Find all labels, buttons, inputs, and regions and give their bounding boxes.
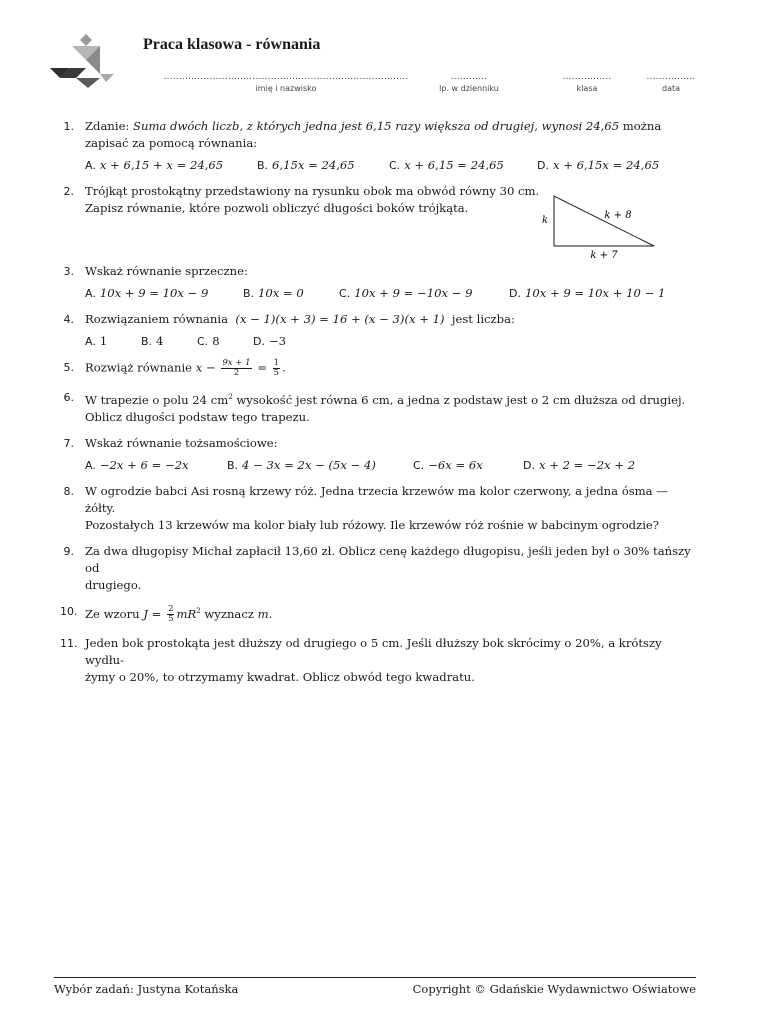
answer-d[interactable]: D. −3 bbox=[253, 334, 287, 348]
task-5: 5. Rozwiąż równanie x − $\frac{9x + 1}{2}$ = $\frac{1}{5}$ . bbox=[63, 358, 286, 378]
page-title: Praca klasowa - równania bbox=[143, 36, 321, 53]
answer-d[interactable]: D. 10x + 9 = 10x + 10 − 1 bbox=[509, 286, 666, 300]
date-field-label: data bbox=[661, 84, 681, 93]
task-1-statement: Suma dwóch liczb, z których jedna jest 6,15 razy większa od drugiej, wynosi 24,65 bbox=[133, 119, 620, 133]
task-1: 1. Zdanie: Suma dwóch liczb, z których jedna jest 6,15 razy większa od drugiej, wynosi 24,65 można zapisać za pomocą równania: A. x + 6,15 + x = 24,65 B. 6,15x = 24,65 C. x + 6,15 = 24,65 D. x + 6,15x = 24,65 bbox=[60, 118, 696, 174]
answer-b[interactable]: B. 10x = 0 bbox=[243, 286, 304, 300]
author-credit: Wybór zadań: Justyna Kotańska bbox=[54, 982, 239, 996]
answer-a[interactable]: A. 1 bbox=[85, 334, 108, 348]
fraction: $\frac{9x + 1}{2}$ bbox=[222, 358, 251, 378]
side-k-label: k bbox=[541, 215, 549, 226]
copyright-notice: Copyright © Gdańskie Wydawnictwo Oświatowe bbox=[412, 982, 696, 996]
student-info-fields bbox=[0, 72, 768, 102]
answer-options bbox=[85, 157, 696, 174]
task-2: 2. Trójkąt prostokątny przedstawiony na rysunku obok ma obwód równy 30 cm. Zapisz równanie, które pozwoli obliczyć długości boków trójkąta. bbox=[63, 184, 540, 215]
answer-d[interactable]: D. x + 2 = −2x + 2 bbox=[523, 457, 636, 472]
answer-b[interactable]: B. 4 bbox=[141, 334, 164, 348]
page-footer bbox=[54, 977, 696, 996]
equation: (x − 1)(x + 3) = 16 + (x − 3)(x + 1) bbox=[235, 312, 445, 326]
answer-c[interactable]: C. x + 6,15 = 24,65 bbox=[389, 158, 504, 172]
answer-a[interactable]: A. x + 6,15 + x = 24,65 bbox=[85, 158, 224, 172]
task-4: 4. Rozwiązaniem równania (x − 1)(x + 3) = 16 + (x − 3)(x + 1) jest liczba: A. 1 B. 4 C. 8 D. −3 bbox=[60, 311, 696, 350]
answer-b[interactable]: B. 4 − 3x = 2x − (5x − 4) bbox=[227, 457, 376, 472]
task-7: 7. Wskaż równanie tożsamościowe: A. −2x + 6 = −2x B. 4 − 3x = 2x − (5x − 4) C. −6x = 6x D. x + 2 = −2x + 2 bbox=[60, 435, 696, 474]
answer-options bbox=[85, 333, 696, 350]
name-field[interactable]: ................................................................................ imię i nazwisko bbox=[137, 72, 435, 93]
task-8: 8. W ogrodzie babci Asi rosną krzewy róż. Jedna trzecia krzewów ma kolor czerwony, a jedna ósma — żółty. Pozostałych 13 krzewów ma kolor biały lub różowy. Ile krzewów róż rośnie w babcinym ogrodzie? bbox=[63, 483, 668, 532]
task-6: 6. W trapezie o polu 24 $cm^2$ wysokość jest równa 6 cm, a jedna z podstaw jest o 2 cm dłuższa od drugiej. Oblicz długości podstaw tego trapezu. bbox=[63, 391, 686, 424]
task-9: 9. Za dwa długopisy Michał zapłacił 13,60 zł. Oblicz cenę każdego długopisu, jeśli jeden był o 30% tańszy od drugiego. bbox=[63, 543, 691, 592]
answer-b[interactable]: B. 6,15x = 24,65 bbox=[257, 158, 355, 172]
answer-d[interactable]: D. x + 6,15x = 24,65 bbox=[537, 158, 660, 172]
answer-options bbox=[85, 457, 696, 474]
answer-c[interactable]: C. 10x + 9 = −10x − 9 bbox=[339, 286, 473, 300]
task-3: 3. Wskaż równanie sprzeczne: A. 10x + 9 = 10x − 9 B. 10x = 0 C. 10x + 9 = −10x − 9 D. 10x + 9 = 10x + 10 − 1 bbox=[60, 263, 696, 302]
register-number-label: lp. w dzienniku bbox=[439, 84, 499, 93]
name-field-label: imię i nazwisko bbox=[255, 84, 317, 93]
answer-c[interactable]: C. −6x = 6x bbox=[413, 457, 483, 472]
answer-options bbox=[85, 285, 696, 302]
class-field-label: klasa bbox=[576, 84, 598, 93]
fraction: $\frac{2}{5}$ bbox=[168, 604, 174, 625]
task-11: 11. Jeden bok prostokąta jest dłuższy od drugiego o 5 cm. Jeśli dłuższy bok skrócimy o 20%, a krótszy wydłu- żymy o 20%, to otrzymamy kwadrat. Oblicz obwód tego kwadratu. bbox=[60, 636, 662, 685]
right-triangle-figure bbox=[540, 190, 665, 260]
answer-c[interactable]: C. 8 bbox=[197, 334, 220, 348]
task-10: 10. Ze wzoru J = $\frac{2}{5}$ $mR^2$ wyznacz m. bbox=[60, 604, 273, 625]
answer-a[interactable]: A. 10x + 9 = 10x − 9 bbox=[85, 286, 209, 300]
task-number: 1. bbox=[63, 120, 74, 133]
side-bottom-label: k + 7 bbox=[590, 250, 618, 260]
fraction: $\frac{1}{5}$ bbox=[273, 358, 280, 378]
register-number-field[interactable]: ............ lp. w dzienniku bbox=[436, 72, 502, 93]
class-field[interactable]: ................ klasa bbox=[554, 72, 620, 93]
date-field[interactable]: ................ data bbox=[638, 72, 704, 93]
side-hyp-label: k + 8 bbox=[604, 210, 632, 221]
answer-a[interactable]: A. −2x + 6 = −2x bbox=[85, 457, 189, 472]
